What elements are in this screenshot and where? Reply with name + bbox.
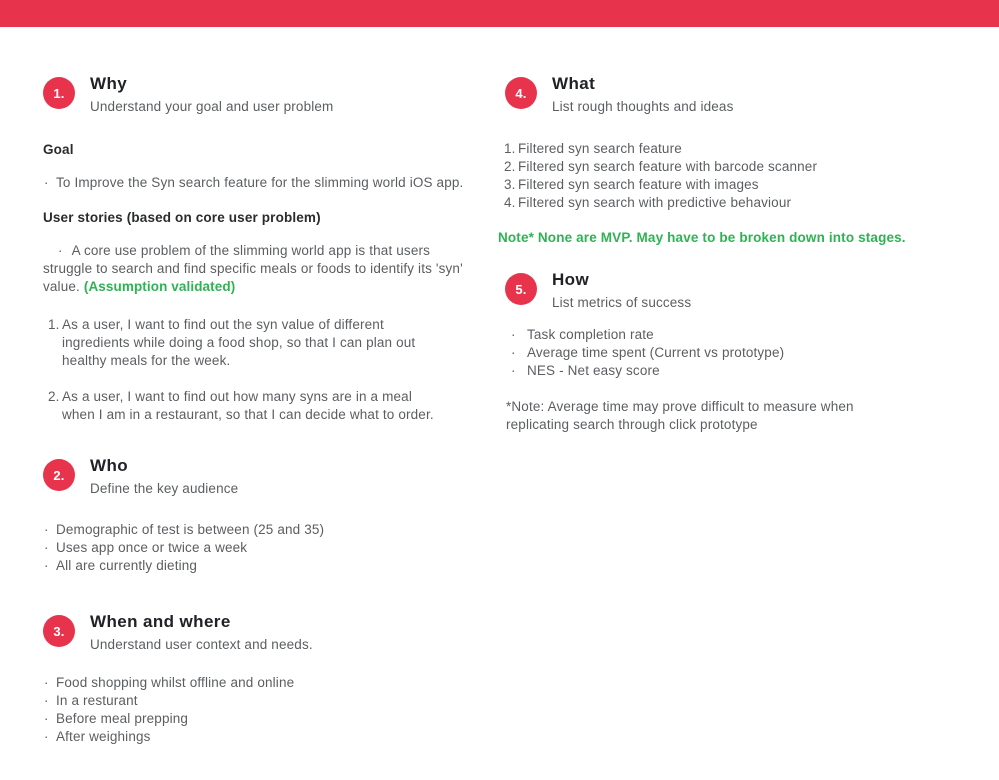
section-what-titles [552,75,733,114]
section-how-number-badge: 5. [505,273,537,305]
mvp-note: Note* None are MVP. May have to be broken down into stages. [498,230,906,245]
user-story-item: As a user, I want to find out the syn value of different ingredients while doing a food shop, so that I can plan out healthy meals for the week. [62,317,416,368]
user-stories-heading: User stories (based on core user problem) [43,210,321,225]
when-where-bullet-item: · After weighings [43,728,483,746]
section-when-where-titles [90,613,313,652]
section-why-number-badge: 1. [43,77,75,109]
section-how-subtitle: List metrics of success [552,295,692,310]
ideas-list [498,140,938,212]
who-bullet-item: · Demographic of test is between (25 and 35) [43,521,483,539]
when-where-bullet-item: · Before meal prepping [43,710,483,728]
section-who-titles [90,457,238,496]
how-footnote: *Note: Average time may prove difficult to measure when replicating search through click prototype [506,399,854,432]
section-who-header [43,457,238,496]
section-when-where-header [43,613,313,652]
user-stories-list [48,316,445,442]
section-how-title: How [552,270,590,289]
when-where-bullet-item: · In a resturant [43,692,483,710]
section-why-title: Why [90,74,128,93]
section-when-where-title: When and where [90,612,231,631]
section-why-titles [90,75,333,114]
goal-heading: Goal [43,142,74,157]
idea-item: Filtered syn search feature with images [518,177,759,192]
core-problem-text: A core use problem of the slimming world app is that users struggle to search and find specific meals or foods to identify its 'syn' value. [43,243,463,294]
user-story-item: As a user, I want to find out how many syns are in a meal when I am in a restaurant, so that I can decide what to order. [62,389,434,422]
section-who-subtitle: Define the key audience [90,481,239,496]
section-why-header [43,75,333,114]
idea-item: Filtered syn search feature [518,141,682,156]
how-bullet-list [498,326,938,380]
idea-item: Filtered syn search with predictive behaviour [518,195,792,210]
who-bullet-item: · All are currently dieting [43,557,483,575]
section-what-header [505,75,733,114]
idea-item: Filtered syn search feature with barcode scanner [518,159,818,174]
section-who-number-badge: 2. [43,459,75,491]
top-red-bar [0,0,999,27]
section-who-title: Who [90,456,129,475]
when-where-bullet-item: · Food shopping whilst offline and online [43,674,483,692]
goal-bullet-item: · To Improve the Syn search feature for the slimming world iOS app. [43,174,483,192]
section-what-subtitle: List rough thoughts and ideas [552,99,734,114]
section-when-where-subtitle: Understand user context and needs. [90,637,313,652]
bullet-dot [58,243,72,258]
core-problem-paragraph [43,242,471,296]
section-why-subtitle: Understand your goal and user problem [90,99,334,114]
section-when-where-number-badge: 3. [43,615,75,647]
who-bullet-list [43,521,483,575]
section-what-number-badge: 4. [505,77,537,109]
assumption-validated-highlight: (Assumption validated) [83,279,236,294]
section-how-header [505,271,691,310]
section-how-titles [552,271,691,310]
how-bullet-item: · NES - Net easy score [498,362,938,380]
goal-bullet-list [43,174,483,192]
section-what-title: What [552,74,596,93]
when-where-bullet-list [43,674,483,746]
who-bullet-item: · Uses app once or twice a week [43,539,483,557]
how-bullet-item: · Average time spent (Current vs prototype) [498,344,938,362]
how-bullet-item: · Task completion rate [498,326,938,344]
